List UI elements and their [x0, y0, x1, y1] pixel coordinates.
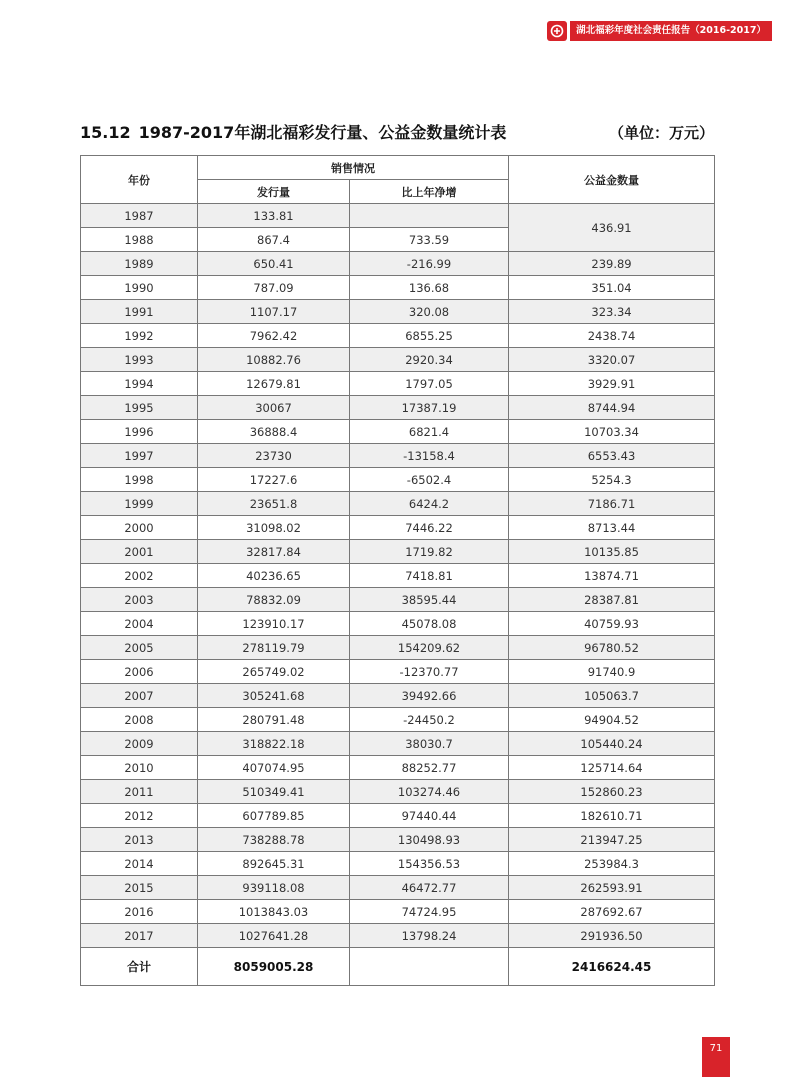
year-cell: 2007	[81, 684, 198, 708]
table-row	[81, 588, 715, 612]
net-increase-cell: 74724.95	[350, 900, 509, 924]
issued-cell: 867.4	[198, 228, 350, 252]
net-increase-cell: 1797.05	[350, 372, 509, 396]
issued-cell: 939118.08	[198, 876, 350, 900]
welfare-fund-cell: 6553.43	[509, 444, 715, 468]
net-increase-cell: 103274.46	[350, 780, 509, 804]
year-cell: 2015	[81, 876, 198, 900]
year-cell: 2006	[81, 660, 198, 684]
net-increase-cell: 7446.22	[350, 516, 509, 540]
welfare-fund-cell: 40759.93	[509, 612, 715, 636]
welfare-fund-cell: 287692.67	[509, 900, 715, 924]
table-row	[81, 252, 715, 276]
table-row	[81, 900, 715, 924]
issued-cell: 17227.6	[198, 468, 350, 492]
year-cell: 2001	[81, 540, 198, 564]
header-sales: 销售情况	[198, 156, 509, 180]
net-increase-cell: 7418.81	[350, 564, 509, 588]
issued-cell: 510349.41	[198, 780, 350, 804]
net-increase-cell: 154356.53	[350, 852, 509, 876]
net-increase-cell: 6424.2	[350, 492, 509, 516]
issued-cell: 32817.84	[198, 540, 350, 564]
table-row	[81, 828, 715, 852]
year-cell: 1999	[81, 492, 198, 516]
welfare-fund-cell: 125714.64	[509, 756, 715, 780]
welfare-fund-cell: 323.34	[509, 300, 715, 324]
welfare-fund-cell: 105440.24	[509, 732, 715, 756]
total-label: 合计	[81, 948, 198, 986]
welfare-fund-cell: 28387.81	[509, 588, 715, 612]
unit-label: （单位：万元）	[608, 124, 714, 142]
welfare-fund-cell: 291936.50	[509, 924, 715, 948]
net-increase-cell: 733.59	[350, 228, 509, 252]
issued-cell: 23651.8	[198, 492, 350, 516]
year-cell: 2012	[81, 804, 198, 828]
issued-cell: 407074.95	[198, 756, 350, 780]
welfare-fund-cell: 94904.52	[509, 708, 715, 732]
welfare-fund-cell: 182610.71	[509, 804, 715, 828]
year-cell: 2011	[81, 780, 198, 804]
table-number: 15.12	[80, 123, 131, 142]
table-title-text: 1987-2017年湖北福彩发行量、公益金数量统计表	[138, 123, 507, 142]
year-cell: 2003	[81, 588, 198, 612]
net-increase-cell: -6502.4	[350, 468, 509, 492]
net-increase-cell: 130498.93	[350, 828, 509, 852]
year-cell: 1989	[81, 252, 198, 276]
year-cell: 1998	[81, 468, 198, 492]
net-increase-cell: 97440.44	[350, 804, 509, 828]
year-cell: 2004	[81, 612, 198, 636]
issued-cell: 318822.18	[198, 732, 350, 756]
welfare-fund-cell: 351.04	[509, 276, 715, 300]
year-cell: 1990	[81, 276, 198, 300]
net-increase-cell: 39492.66	[350, 684, 509, 708]
net-increase-cell: 38030.7	[350, 732, 509, 756]
year-cell: 2013	[81, 828, 198, 852]
welfare-fund-cell: 5254.3	[509, 468, 715, 492]
table-row	[81, 684, 715, 708]
year-cell: 1991	[81, 300, 198, 324]
table-row	[81, 396, 715, 420]
table-row	[81, 732, 715, 756]
issued-cell: 280791.48	[198, 708, 350, 732]
issued-cell: 265749.02	[198, 660, 350, 684]
net-increase-cell: 6821.4	[350, 420, 509, 444]
welfare-fund-cell: 96780.52	[509, 636, 715, 660]
year-cell: 1995	[81, 396, 198, 420]
page-number: 71	[702, 1037, 730, 1077]
welfare-fund-cell: 10703.34	[509, 420, 715, 444]
issued-cell: 7962.42	[198, 324, 350, 348]
table-row	[81, 636, 715, 660]
table-row	[81, 372, 715, 396]
issued-cell: 12679.81	[198, 372, 350, 396]
welfare-fund-cell: 10135.85	[509, 540, 715, 564]
report-header	[547, 20, 772, 42]
net-increase-cell: -216.99	[350, 252, 509, 276]
welfare-fund-cell: 262593.91	[509, 876, 715, 900]
net-increase-cell: 88252.77	[350, 756, 509, 780]
net-increase-cell: 1719.82	[350, 540, 509, 564]
table-row	[81, 444, 715, 468]
year-cell: 2016	[81, 900, 198, 924]
net-increase-cell	[350, 204, 509, 228]
year-cell: 2009	[81, 732, 198, 756]
welfare-fund-cell: 3320.07	[509, 348, 715, 372]
net-increase-cell: -12370.77	[350, 660, 509, 684]
issued-cell: 1107.17	[198, 300, 350, 324]
welfare-fund-cell: 239.89	[509, 252, 715, 276]
year-cell: 2005	[81, 636, 198, 660]
issued-cell: 278119.79	[198, 636, 350, 660]
table-row	[81, 348, 715, 372]
report-banner: 湖北福彩年度社会责任报告（2016-2017）	[570, 21, 772, 41]
year-cell: 2010	[81, 756, 198, 780]
table-row	[81, 708, 715, 732]
table-title	[80, 120, 506, 143]
table-row	[81, 204, 715, 228]
net-increase-cell: 154209.62	[350, 636, 509, 660]
header-welfare-fund: 公益金数量	[509, 156, 715, 204]
net-increase-cell: 2920.34	[350, 348, 509, 372]
table-row	[81, 276, 715, 300]
welfare-fund-cell: 213947.25	[509, 828, 715, 852]
issued-cell: 892645.31	[198, 852, 350, 876]
table-row	[81, 300, 715, 324]
issued-cell: 36888.4	[198, 420, 350, 444]
issued-cell: 787.09	[198, 276, 350, 300]
table-row	[81, 420, 715, 444]
year-cell: 1992	[81, 324, 198, 348]
welfare-fund-cell: 105063.7	[509, 684, 715, 708]
net-increase-cell: -13158.4	[350, 444, 509, 468]
header-issued: 发行量	[198, 180, 350, 204]
header-net-increase: 比上年净增	[350, 180, 509, 204]
net-increase-cell: 38595.44	[350, 588, 509, 612]
table-row	[81, 612, 715, 636]
welfare-fund-cell: 8713.44	[509, 516, 715, 540]
year-cell: 1994	[81, 372, 198, 396]
welfare-fund-cell: 8744.94	[509, 396, 715, 420]
year-cell: 1997	[81, 444, 198, 468]
year-cell: 2000	[81, 516, 198, 540]
welfare-fund-cell: 253984.3	[509, 852, 715, 876]
total-fund-cell: 2416624.45	[509, 948, 715, 986]
welfare-fund-cell: 13874.71	[509, 564, 715, 588]
table-row	[81, 876, 715, 900]
issued-cell: 1013843.03	[198, 900, 350, 924]
net-increase-cell: 6855.25	[350, 324, 509, 348]
year-cell: 2008	[81, 708, 198, 732]
table-row	[81, 540, 715, 564]
net-increase-cell: 136.68	[350, 276, 509, 300]
table-row	[81, 852, 715, 876]
issued-cell: 30067	[198, 396, 350, 420]
welfare-fund-cell: 2438.74	[509, 324, 715, 348]
year-cell: 2014	[81, 852, 198, 876]
welfare-fund-cell: 3929.91	[509, 372, 715, 396]
issued-cell: 23730	[198, 444, 350, 468]
table-row	[81, 924, 715, 948]
welfare-fund-cell: 152860.23	[509, 780, 715, 804]
issued-cell: 78832.09	[198, 588, 350, 612]
issued-cell: 650.41	[198, 252, 350, 276]
lottery-stats-table	[80, 155, 715, 986]
year-cell: 1987	[81, 204, 198, 228]
net-increase-cell: 46472.77	[350, 876, 509, 900]
net-increase-cell: 13798.24	[350, 924, 509, 948]
table-row	[81, 660, 715, 684]
year-cell: 1996	[81, 420, 198, 444]
table-row	[81, 780, 715, 804]
total-row	[81, 948, 715, 986]
net-increase-cell: 45078.08	[350, 612, 509, 636]
total-net-cell	[350, 948, 509, 986]
welfare-fund-cell: 7186.71	[509, 492, 715, 516]
issued-cell: 31098.02	[198, 516, 350, 540]
year-cell: 1993	[81, 348, 198, 372]
table-row	[81, 468, 715, 492]
issued-cell: 305241.68	[198, 684, 350, 708]
table-row	[81, 804, 715, 828]
net-increase-cell: 320.08	[350, 300, 509, 324]
welfare-fund-cell: 436.91	[509, 204, 715, 252]
issued-cell: 40236.65	[198, 564, 350, 588]
table-row	[81, 324, 715, 348]
table-body	[81, 204, 715, 986]
issued-cell: 738288.78	[198, 828, 350, 852]
table-row	[81, 756, 715, 780]
issued-cell: 123910.17	[198, 612, 350, 636]
header-year: 年份	[81, 156, 198, 204]
year-cell: 1988	[81, 228, 198, 252]
issued-cell: 607789.85	[198, 804, 350, 828]
table-row	[81, 516, 715, 540]
year-cell: 2017	[81, 924, 198, 948]
net-increase-cell: -24450.2	[350, 708, 509, 732]
welfare-lottery-logo-icon	[547, 21, 567, 41]
table-row	[81, 492, 715, 516]
issued-cell: 10882.76	[198, 348, 350, 372]
total-issued-cell: 8059005.28	[198, 948, 350, 986]
issued-cell: 133.81	[198, 204, 350, 228]
issued-cell: 1027641.28	[198, 924, 350, 948]
welfare-fund-cell: 91740.9	[509, 660, 715, 684]
table-row	[81, 564, 715, 588]
net-increase-cell: 17387.19	[350, 396, 509, 420]
title-row	[80, 120, 714, 143]
year-cell: 2002	[81, 564, 198, 588]
